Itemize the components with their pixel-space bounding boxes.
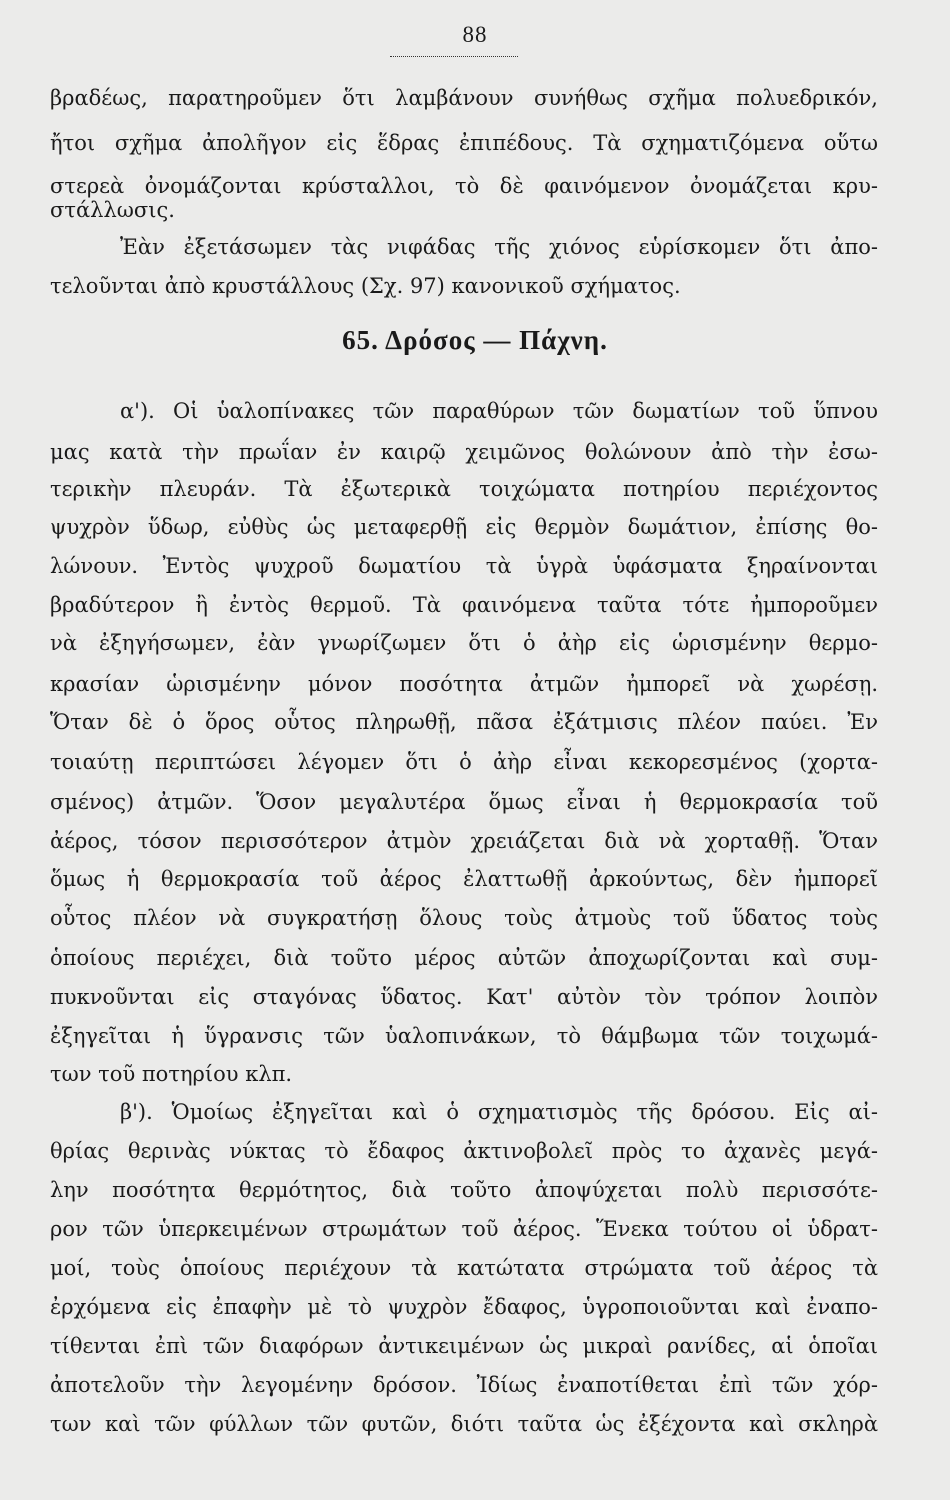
text-line: ὁποίους περιέχει, διὰ τοῦτο μέρος αὐτῶν ἀποχωρίζονται καὶ συμ- — [50, 946, 878, 970]
text-line: θρίας θερινὰς νύκτας τὸ ἔδαφος ἀκτινοβολεῖ πρὸς το ἀχανὲς μεγά- — [50, 1139, 878, 1163]
text-line: Ὅταν δὲ ὁ ὅρος οὗτος πληρωθῇ, πᾶσα ἐξάτμισις πλέον παύει. Ἐν — [50, 710, 878, 734]
text-line: μας κατὰ τὴν πρωΐαν ἐν καιρῷ χειμῶνος θολώνουν ἀπὸ τὴν ἐσω- — [50, 440, 878, 464]
header-rule — [390, 56, 518, 57]
text-line: ἐξηγεῖται ἡ ὕγρανσις τῶν ὑαλοπινάκων, τὸ θάμβωμα τῶν τοιχωμά- — [50, 1024, 878, 1048]
text-line: τερικὴν πλευράν. Τὰ ἐξωτερικὰ τοιχώματα ποτηρίου περιέχοντος — [50, 477, 878, 501]
text-line: τελοῦνται ἀπὸ κρυστάλλους (Σχ. 97) κανονικοῦ σχήματος. — [50, 274, 681, 298]
text-line: λώνουν. Ἐντὸς ψυχροῦ δωματίου τὰ ὑγρὰ ὑφάσματα ξηραίνονται — [50, 554, 878, 578]
text-line: ἀποτελοῦν τὴν λεγομένην δρόσον. Ἰδίως ἐναποτίθεται ἐπὶ τῶν χόρ- — [50, 1373, 878, 1397]
text-line: στερεὰ ὀνομάζονται κρύσταλλοι, τὸ δὲ φαινόμενον ὀνομάζεται κρυ- — [50, 174, 878, 198]
text-line: α'). Οἱ ὑαλοπίνακες τῶν παραθύρων τῶν δωματίων τοῦ ὕπνου — [120, 399, 878, 423]
text-line: σμένος) ἀτμῶν. Ὅσον μεγαλυτέρα ὅμως εἶναι ἡ θερμοκρασία τοῦ — [50, 790, 878, 814]
text-line: ἐρχόμενα εἰς ἐπαφὴν μὲ τὸ ψυχρὸν ἔδαφος, ὑγροποιοῦνται καὶ ἐναπο- — [50, 1295, 878, 1319]
text-line: βραδύτερον ἢ ἐντὸς θερμοῦ. Τὰ φαινόμενα ταῦτα τότε ἠμποροῦμεν — [50, 593, 878, 617]
text-line: Ἐὰν ἐξετάσωμεν τὰς νιφάδας τῆς χιόνος εὑρίσκομεν ὅτι ἀπο- — [120, 235, 878, 259]
text-line: ψυχρὸν ὕδωρ, εὐθὺς ὡς μεταφερθῇ εἰς θερμὸν δωμάτιον, ἐπίσης θο- — [50, 515, 878, 539]
text-line: στάλλωσις. — [50, 198, 175, 222]
text-line: νὰ ἐξηγήσωμεν, ἐὰν γνωρίζωμεν ὅτι ὁ ἀὴρ εἰς ὡρισμένην θερμο- — [50, 631, 878, 655]
text-line: βραδέως, παρατηροῦμεν ὅτι λαμβάνουν συνήθως σχῆμα πολυεδρικόν, — [50, 86, 878, 110]
text-line: ἀέρος, τόσον περισσότερον ἀτμὸν χρειάζεται διὰ νὰ χορταθῇ. Ὅταν — [50, 829, 878, 853]
text-line: τίθενται ἐπὶ τῶν διαφόρων ἀντικειμένων ὡς μικραὶ ρανίδες, αἱ ὁποῖαι — [50, 1334, 878, 1358]
text-line: μοί, τοὺς ὁποίους περιέχουν τὰ κατώτατα στρώματα τοῦ ἀέρος τὰ — [50, 1256, 878, 1280]
text-line: πυκνοῦνται εἰς σταγόνας ὕδατος. Κατ' αὐτὸν τὸν τρόπον λοιπὸν — [50, 985, 878, 1009]
text-line: ρον τῶν ὑπερκειμένων στρωμάτων τοῦ ἀέρος. Ἕνεκα τούτου οἱ ὑδρατ- — [50, 1217, 878, 1241]
text-line: ὅμως ἡ θερμοκρασία τοῦ ἀέρος ἐλαττωθῇ ἀρκούντως, δὲν ἠμπορεῖ — [50, 867, 878, 891]
text-line: ἤτοι σχῆμα ἀπολῆγον εἰς ἕδρας ἐπιπέδους. Τὰ σχηματιζόμενα οὕτω — [50, 131, 878, 155]
page-number: 88 — [462, 22, 488, 47]
text-line: οὗτος πλέον νὰ συγκρατήσῃ ὅλους τοὺς ἀτμοὺς τοῦ ὕδατος τοὺς — [50, 906, 878, 930]
section-heading: 65. Δρόσος — Πάχνη. — [342, 325, 608, 355]
text-line: β'). Ὁμοίως ἐξηγεῖται καὶ ὁ σχηματισμὸς τῆς δρόσου. Εἰς αἰ- — [120, 1100, 878, 1124]
text-line: τοιαύτῃ περιπτώσει λέγομεν ὅτι ὁ ἀὴρ εἶναι κεκορεσμένος (χορτα- — [50, 750, 878, 774]
text-line: κρασίαν ὡρισμένην μόνον ποσότητα ἀτμῶν ἠμπορεῖ νὰ χωρέσῃ. — [50, 672, 878, 696]
text-line: των τοῦ ποτηρίου κλπ. — [50, 1062, 293, 1086]
text-line: λην ποσότητα θερμότητος, διὰ τοῦτο ἀποψύχεται πολὺ περισσότε- — [50, 1178, 878, 1202]
text-line: των καὶ τῶν φύλλων τῶν φυτῶν, διότι ταῦτα ὡς ἐξέχοντα καὶ σκληρὰ — [50, 1412, 878, 1436]
